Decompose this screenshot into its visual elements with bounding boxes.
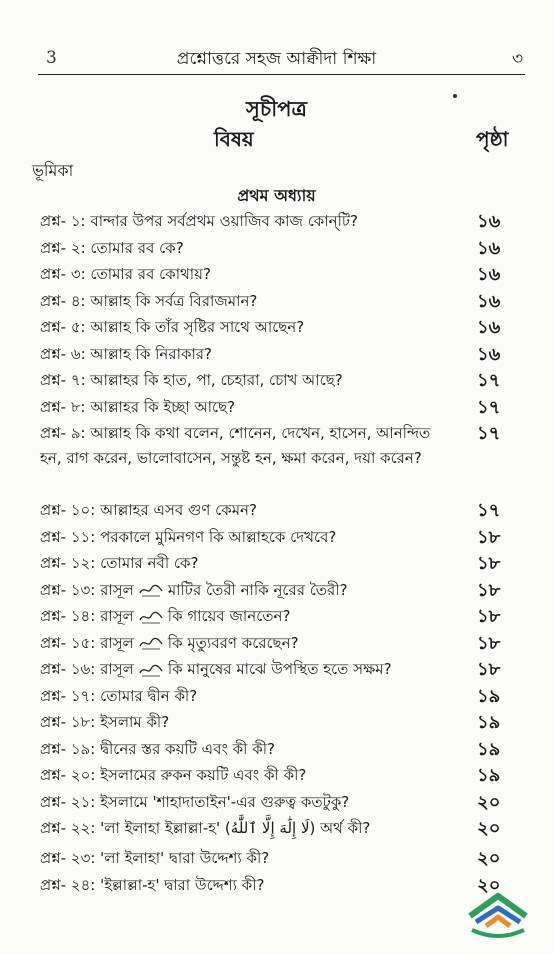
- entry-question: প্রশ্ন- ৪: আল্লাহ কি সর্বত্র বিরাজমান?: [40, 291, 258, 310]
- salutation-calligraphy-icon: [138, 634, 164, 652]
- entry-question: প্রশ্ন- ১০: আল্লাহর এসব গুণ কেমন?: [40, 501, 257, 519]
- entry-question: প্রশ্ন- ৯: আল্লাহ কি কথা বলেন, শোনেন, দেখেন, হাসেন, আনন্দিত হন, রাগ করেন, ভালোবাসেন, সন্তুষ্ট হন, ক্ষমা করেন, দয়া করেন?: [40, 424, 431, 467]
- book-title: প্রশ্নোত্তরে সহজ আক্বীদা শিক্ষা: [176, 49, 377, 69]
- toc-entry: [0, 735, 553, 762]
- entry-question: প্রশ্ন- ২১: ইসলামে 'শাহাদাতাইন'-এর গুরুত্ব কতটুকু?: [40, 792, 350, 811]
- entry-question-suffix: মাটির তৈরী নাকি নূরের তৈরী?: [167, 580, 348, 599]
- toc-entry: [0, 761, 553, 788]
- entry-question-suffix: কি মানুষের মাঝে উপস্থিত হতে সক্ষম?: [167, 660, 392, 678]
- entry-page: ১৮: [477, 659, 501, 680]
- toc-entry: [0, 523, 553, 550]
- entry-question: প্রশ্ন- ২২: 'লা ইলাহা ইল্লাল্লা-হ' (لَا إِلَٰهَ إِلَّا ٱللَّٰهُ) অর্থ কী?: [40, 819, 371, 837]
- entry-question-prefix: প্রশ্ন- ১৫: রাসূল: [40, 633, 134, 652]
- entry-question: [40, 578, 460, 603]
- toc-entry: [0, 287, 553, 314]
- entry-page: ১৬: [477, 317, 501, 338]
- toc-entry: [0, 549, 553, 576]
- entry-question-prefix: প্রশ্ন- ১৪: রাসূল: [40, 607, 134, 625]
- entry-page: ১৬: [477, 290, 501, 312]
- toc-entry: [0, 629, 553, 656]
- publisher-book-logo-icon: [462, 886, 534, 946]
- toc-entry: [0, 844, 553, 871]
- entry-page: ১৭: [477, 500, 501, 521]
- entry-question: প্রশ্ন- ৬: আল্লাহ কি নিরাকার?: [40, 344, 213, 363]
- entry-question-prefix: প্রশ্ন- ১৩: রাসূল: [40, 580, 134, 599]
- column-heading-page: পৃষ্ঠা: [476, 127, 509, 151]
- entry-question: প্রশ্ন- ১৮: ইসলাম কী?: [40, 713, 170, 731]
- entry-page: ১৮: [477, 579, 501, 601]
- entry-page: ১৬: [477, 237, 501, 259]
- entry-question: প্রশ্ন- ২: তোমার রব কে?: [40, 238, 184, 257]
- toc-entry: [0, 682, 553, 709]
- entry-question: প্রশ্ন- ১: বান্দার উপর সর্বপ্রথম ওয়াজিব কাজ কোন্‌টি?: [40, 212, 359, 230]
- salutation-calligraphy-icon: [138, 581, 164, 599]
- entry-question: প্রশ্ন- ২৩: 'লা ইলাহা' দ্বারা উদ্দেশ্য কী?: [40, 849, 270, 867]
- entry-page: ২০: [477, 818, 501, 839]
- entry-question: [40, 657, 460, 682]
- toc-entry: [0, 234, 553, 261]
- toc-entry: [0, 602, 553, 629]
- entry-page: ২০: [477, 848, 501, 869]
- entry-question: [40, 604, 460, 629]
- entry-page: ১৭: [477, 370, 501, 391]
- salutation-calligraphy-icon: [138, 608, 164, 626]
- toc-entry: [0, 340, 553, 367]
- entry-question: প্রশ্ন- ২০: ইসলামের রুকন কয়টি এবং কী কী?: [40, 766, 307, 784]
- toc-entry: [0, 814, 553, 844]
- column-heading-subject: বিষয়: [214, 127, 254, 151]
- left-page-number: 3: [46, 48, 57, 68]
- entry-page: ২০: [477, 874, 501, 896]
- toc-entry: [0, 788, 553, 815]
- entry-page: ১৭: [477, 396, 501, 418]
- entry-question: প্রশ্ন- ২৪: 'ইল্লাল্লা-হ' দ্বারা উদ্দেশ্য কী?: [40, 875, 265, 894]
- entry-question: প্রশ্ন- ১২: তোমার নবী কে?: [40, 554, 199, 572]
- toc-title: সূচীপত্র: [246, 97, 307, 121]
- entry-page: ২০: [477, 791, 501, 813]
- entry-question: প্রশ্ন- ৭: আল্লাহর কি হাত, পা, চেহারা, চোখ আছে?: [40, 371, 343, 389]
- header-rule: [38, 74, 525, 75]
- entry-question: প্রশ্ন- ১৯: দ্বীনের স্তর কয়টি এবং কী কী?: [40, 739, 275, 758]
- entry-question: প্রশ্ন- ১৭: তোমার দ্বীন কী?: [40, 686, 198, 705]
- entry-page: ১৯: [477, 712, 501, 733]
- entry-page: ১৯: [477, 738, 501, 760]
- entry-page: ১৮: [477, 553, 501, 574]
- toc-entry: [0, 260, 553, 287]
- chapter-heading: প্রথম অধ্যায়: [237, 186, 316, 205]
- entry-page: ১৬: [477, 211, 501, 232]
- entry-page: ১৮: [477, 526, 501, 548]
- toc-entry: [0, 366, 553, 393]
- toc-list: [0, 207, 553, 897]
- entry-question: প্রশ্ন- ৩: তোমার রব কোথায়?: [40, 265, 211, 283]
- toc-entry: [0, 708, 553, 735]
- toc-entry: [0, 419, 553, 496]
- entry-page: ১৮: [477, 606, 501, 627]
- entry-page: ১৬: [477, 264, 501, 285]
- entry-page: ১৯: [477, 685, 501, 707]
- entry-question-prefix: প্রশ্ন- ১৬: রাসূল: [40, 660, 134, 678]
- entry-page: ১৭: [477, 423, 501, 444]
- entry-page: ১৮: [477, 632, 501, 654]
- entry-question: প্রশ্ন- ৮: আল্লাহর কি ইচ্ছা আছে?: [40, 397, 236, 416]
- toc-entry: [0, 207, 553, 234]
- toc-entry: [0, 313, 553, 340]
- toc-entry: [0, 393, 553, 420]
- entry-question: প্রশ্ন- ৫: আল্লাহ কি তাঁর সৃষ্টির সাথে আছেন?: [40, 318, 305, 336]
- entry-question-suffix: কি মৃত্যুবরণ করেছেন?: [167, 633, 299, 652]
- entry-page: ১৯: [477, 765, 501, 786]
- running-header: [0, 44, 553, 78]
- entry-question-suffix: কি গায়েব জানতেন?: [167, 607, 291, 625]
- toc-entry: [0, 576, 553, 603]
- toc-entry-introduction: ভূমিকা: [32, 161, 74, 180]
- page-number: ৩: [511, 49, 523, 69]
- toc-entry: [0, 496, 553, 523]
- salutation-calligraphy-icon: [138, 661, 164, 679]
- entry-question: [40, 631, 460, 656]
- toc-entry: [0, 655, 553, 682]
- entry-page: ১৬: [477, 343, 501, 365]
- entry-question: প্রশ্ন- ১১: পরকালে মুমিনগণ কি আল্লাহকে দেখবে?: [40, 527, 337, 546]
